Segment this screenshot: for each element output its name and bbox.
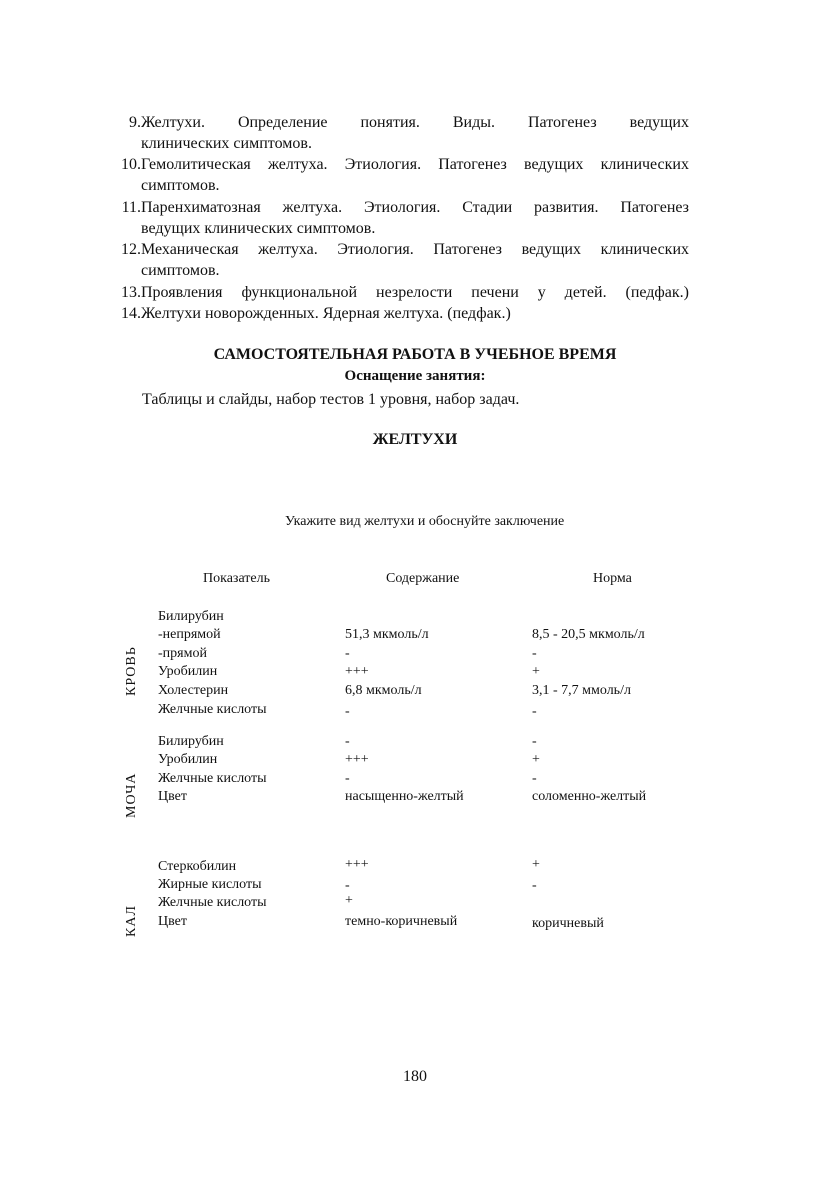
row-norm: соломенно-желтый: [532, 789, 647, 804]
row-norm: +: [532, 664, 540, 679]
question-text: Желтухи. Определение понятия. Виды. Патогенез ведущих: [141, 114, 689, 131]
row-name: -прямой: [158, 646, 207, 661]
question-text: Проявления функциональной незрелости печени у детей. (педфак.): [141, 284, 689, 301]
row-name: Билирубин: [158, 609, 224, 624]
row-value: -: [345, 771, 350, 786]
question-number: 9.: [129, 114, 141, 131]
row-name: -непрямой: [158, 627, 221, 642]
column-header: Содержание: [386, 571, 460, 586]
question-text: Паренхиматозная желтуха. Этиология. Стадии развития. Патогенез: [141, 199, 689, 216]
section-title: САМОСТОЯТЕЛЬНАЯ РАБОТА В УЧЕБНОЕ ВРЕМЯ: [213, 346, 617, 363]
question-text-continued: симптомов.: [141, 262, 220, 279]
question-item: [108, 239, 698, 281]
row-name: Стеркобилин: [158, 859, 237, 874]
question-number: 10.: [121, 156, 141, 173]
question-text-continued: симптомов.: [141, 177, 220, 194]
row-value: -: [345, 704, 350, 719]
row-name: Уробилин: [158, 752, 218, 767]
question-item: [108, 112, 698, 154]
row-value: +++: [345, 857, 369, 872]
question-item: [108, 303, 698, 324]
question-text: Гемолитическая желтуха. Этиология. Патогенез ведущих клинических: [141, 156, 689, 173]
page-number: 180: [403, 1068, 427, 1085]
question-text: Механическая желтуха. Этиология. Патогенез ведущих клинических: [141, 241, 689, 258]
row-value: 51,3 мкмоль/л: [345, 627, 429, 642]
row-name: Цвет: [158, 914, 187, 929]
row-value: темно-коричневый: [345, 914, 458, 929]
row-norm: -: [532, 646, 537, 661]
question-item: [108, 282, 698, 303]
row-norm: +: [532, 857, 540, 872]
question-number: 12.: [121, 241, 141, 258]
row-norm: -: [532, 704, 537, 719]
question-item: [108, 197, 698, 239]
row-name: Жирные кислоты: [158, 877, 262, 892]
question-text: Желтухи новорожденных. Ядерная желтуха. (педфак.): [141, 305, 511, 322]
row-name: Уробилин: [158, 664, 218, 679]
group-label: КРОВЬ: [124, 646, 139, 696]
topic-title: ЖЕЛТУХИ: [372, 431, 458, 448]
row-value: -: [345, 878, 350, 893]
row-value: -: [345, 734, 350, 749]
row-norm: коричневый: [532, 916, 604, 931]
equipment-title: Оснащение занятия:: [344, 368, 486, 384]
task-instruction: Укажите вид желтухи и обоснуйте заключение: [285, 514, 565, 529]
row-name: Билирубин: [158, 734, 224, 749]
row-value: насыщенно-желтый: [345, 789, 464, 804]
row-value: +++: [345, 664, 369, 679]
question-item: [108, 154, 698, 196]
column-header: Норма: [593, 571, 632, 586]
row-name: Желчные кислоты: [158, 771, 267, 786]
row-value: +++: [345, 752, 369, 767]
row-name: Желчные кислоты: [158, 895, 267, 910]
row-value: 6,8 мкмоль/л: [345, 683, 422, 698]
question-number: 11.: [121, 199, 141, 216]
row-norm: 8,5 - 20,5 мкмоль/л: [532, 627, 645, 642]
row-norm: 3,1 - 7,7 ммоль/л: [532, 683, 631, 698]
question-number: 13.: [121, 284, 141, 301]
column-header: Показатель: [203, 571, 270, 586]
row-norm: -: [532, 771, 537, 786]
row-name: Желчные кислоты: [158, 702, 267, 717]
question-number: 14.: [121, 305, 141, 322]
row-value: -: [345, 646, 350, 661]
group-label: КАЛ: [124, 905, 139, 937]
row-norm: -: [532, 734, 537, 749]
row-value: +: [345, 893, 353, 908]
equipment-text: Таблицы и слайды, набор тестов 1 уровня, набор задач.: [142, 391, 520, 408]
question-text-continued: клинических симптомов.: [141, 135, 312, 152]
row-norm: +: [532, 752, 540, 767]
row-name: Холестерин: [158, 683, 229, 698]
row-norm: -: [532, 878, 537, 893]
question-text-continued: ведущих клинических симптомов.: [141, 220, 376, 237]
row-name: Цвет: [158, 789, 187, 804]
group-label: МОЧА: [124, 772, 139, 818]
